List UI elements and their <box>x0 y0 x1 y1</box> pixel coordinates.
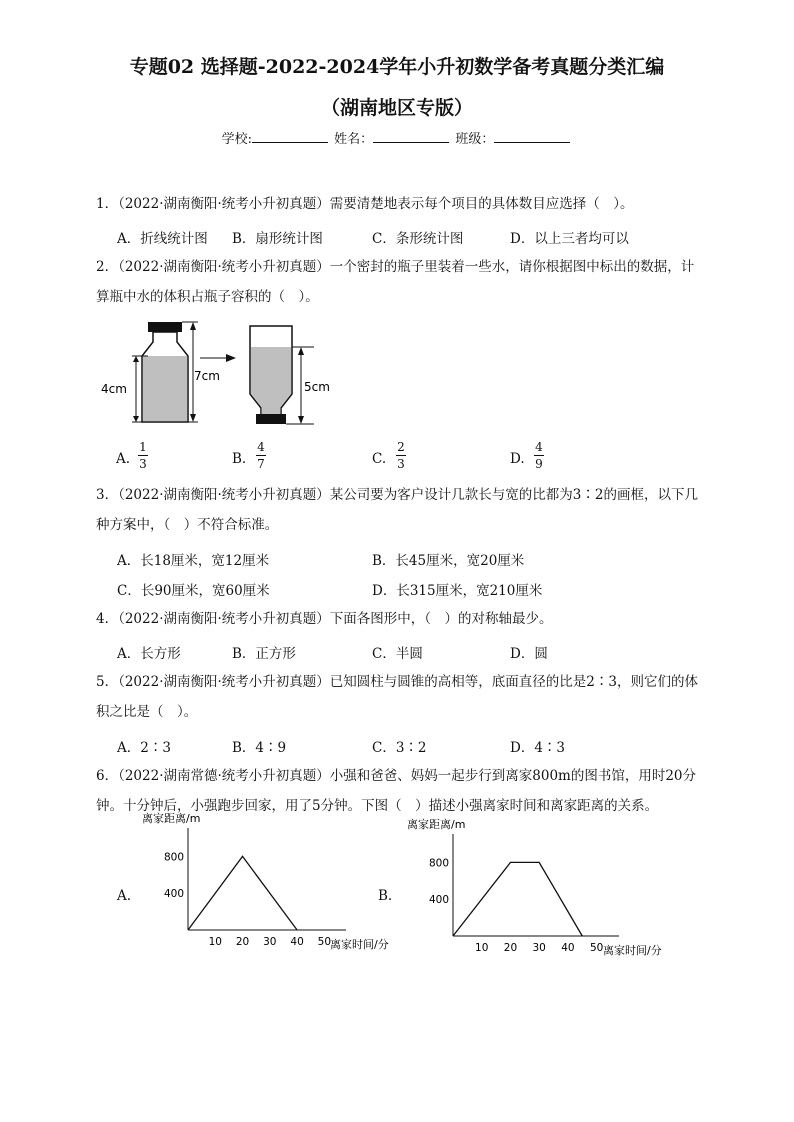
fraction-bar <box>396 455 406 456</box>
q3-option-c[interactable]: C．长90厘米，宽60厘米 <box>117 583 270 599</box>
x-axis-label: 离家时间/分 <box>330 938 389 951</box>
q2-option-a-fraction <box>138 440 148 471</box>
x-tick-label: 10 <box>208 936 222 948</box>
q1-option-c[interactable]: C．条形统计图 <box>372 231 464 247</box>
q3-option-d[interactable]: D．长315厘米，宽210厘米 <box>372 583 543 599</box>
fraction-denominator: 3 <box>139 457 147 471</box>
fraction-denominator: 3 <box>397 457 405 471</box>
q5-option-b[interactable]: B．4∶9 <box>232 740 287 756</box>
series-line <box>188 856 297 930</box>
q3-option-b[interactable]: B．长45厘米，宽20厘米 <box>372 553 525 569</box>
y-axis-label: 离家距离/m <box>407 818 466 831</box>
y-axis-label: 离家距离/m <box>142 812 201 825</box>
x-tick-label: 40 <box>561 942 575 954</box>
y-tick-label: 800 <box>163 851 184 864</box>
x-axis-label: 离家时间/分 <box>603 944 662 957</box>
y-tick-label: 400 <box>428 894 449 907</box>
q2-option-b-fraction <box>256 440 266 471</box>
question-3-text: 3．（2022·湖南衡阳·统考小升初真题）某公司要为客户设计几款长与宽的比都为3∶2的画框，以下几种方案中，（ ）不符合标准。 <box>96 487 698 533</box>
q1-option-a[interactable]: A．折线统计图 <box>117 231 208 247</box>
document-subtitle: （湖南地区专版） <box>320 97 473 119</box>
x-tick-label: 50 <box>317 936 332 948</box>
q1-option-d[interactable]: D．以上三者均可以 <box>510 231 629 247</box>
document-title: 专题02 选择题-2022-2024学年小升初数学备考真题分类汇编 <box>129 56 665 78</box>
q2-option-d-letter[interactable]: D. <box>510 451 525 467</box>
question-6-text: 6．（2022·湖南常德·统考小升初真题）小强和爸爸、妈妈一起步行到离家800m的图书馆，用时20分钟。十分钟后，小强跑步回家，用了5分钟。下图（ ）描述小强离家时间和离家距离的关系。 <box>96 768 697 814</box>
bottle-inverted <box>250 326 292 424</box>
x-tick-label: 30 <box>532 942 546 954</box>
q4-option-d[interactable]: D．圆 <box>510 646 548 662</box>
label-4cm: 4cm <box>101 382 127 396</box>
question-4-text: 4．（2022·湖南衡阳·统考小升初真题）下面各图形中，（ ）的对称轴最少。 <box>96 611 553 627</box>
x-tick-label: 20 <box>235 936 250 948</box>
x-tick-label: 10 <box>475 942 489 954</box>
fraction-numerator: 4 <box>535 440 543 454</box>
q4-option-c[interactable]: C．半圆 <box>372 646 423 662</box>
q2-option-b-letter[interactable]: B. <box>232 451 247 467</box>
x-tick-label: 40 <box>290 936 304 948</box>
fraction-numerator: 2 <box>397 440 405 454</box>
q2-option-d-fraction <box>534 440 544 471</box>
x-tick-label: 30 <box>263 936 277 948</box>
class-label: 班级： <box>455 132 495 147</box>
chart-option-a <box>140 812 389 954</box>
school-blank[interactable] <box>252 130 328 143</box>
q1-option-b[interactable]: B．扇形统计图 <box>232 231 323 247</box>
q3-option-a[interactable]: A．长18厘米，宽12厘米 <box>117 553 270 569</box>
question-1-text: 1．（2022·湖南衡阳·统考小升初真题）需要清楚地表示每个项目的具体数目应选择（ ）。 <box>96 196 634 212</box>
q5-option-c[interactable]: C．3∶2 <box>372 740 427 756</box>
x-tick-label: 20 <box>503 942 518 954</box>
fraction-bar <box>534 455 544 456</box>
bottle-figure <box>96 318 366 430</box>
school-label: 学校: <box>221 132 253 147</box>
fraction-denominator: 9 <box>535 457 543 471</box>
q4-option-a[interactable]: A．长方形 <box>117 646 181 662</box>
label-7cm: 7cm <box>194 369 220 383</box>
fraction-bar <box>256 455 266 456</box>
q5-option-d[interactable]: D．4∶3 <box>510 740 566 756</box>
q4-option-b[interactable]: B．正方形 <box>232 646 296 662</box>
question-2-text: 2．（2022·湖南衡阳·统考小升初真题）一个密封的瓶子里装着一些水，请你根据图中标出的数据，计算瓶中水的体积占瓶子容积的（ ）。 <box>96 259 695 305</box>
student-info-line <box>0 128 794 147</box>
fraction-numerator: 1 <box>139 440 147 454</box>
bottle-upright <box>142 322 188 422</box>
question-5-text: 5．（2022·湖南衡阳·统考小升初真题）已知圆柱与圆锥的高相等，底面直径的比是2∶3，则它们的体积之比是（ ）。 <box>96 674 698 720</box>
name-blank[interactable] <box>373 130 449 143</box>
fraction-denominator: 7 <box>257 457 265 471</box>
q2-option-c-letter[interactable]: C. <box>372 451 387 467</box>
name-label: 姓名： <box>334 132 374 147</box>
fraction-numerator: 4 <box>257 440 265 454</box>
y-tick-label: 400 <box>163 888 184 901</box>
class-blank[interactable] <box>494 130 570 143</box>
y-tick-label: 800 <box>428 857 449 870</box>
label-5cm: 5cm <box>304 380 330 394</box>
q5-option-a[interactable]: A．2∶3 <box>117 740 171 756</box>
q6-option-b-letter[interactable]: B. <box>378 888 393 904</box>
q2-option-a-letter[interactable]: A. <box>116 451 131 467</box>
q6-option-a-letter[interactable]: A. <box>117 888 132 904</box>
chart-option-b <box>400 818 662 957</box>
q2-option-c-fraction <box>396 440 406 471</box>
fraction-bar <box>138 455 148 456</box>
series-line <box>453 862 582 936</box>
x-tick-label: 50 <box>589 942 604 954</box>
